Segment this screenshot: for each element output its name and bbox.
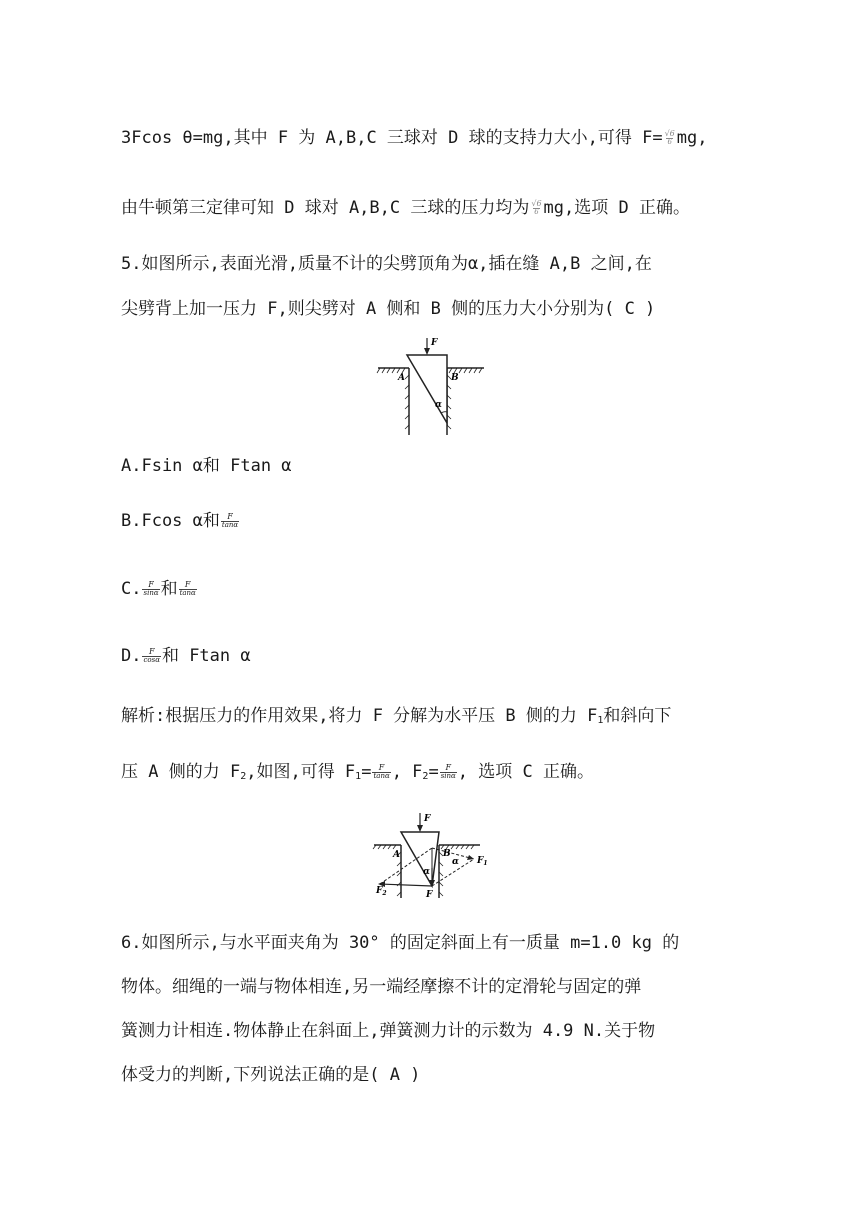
option-a: A.Fsin α和 Ftan α [121,456,292,476]
option-b: B.Fcos α和 $\frac{F}{\tan\alpha}$ [121,511,239,531]
solution-line-1: 3Fcos θ=mg,其中 F 为 A,B,C 三球对 D 球的支持力大小,可得 F= $\frac{√6}{6}$ mg, [121,128,708,148]
fraction-f-over-cosa: $\frac{F}{\cos\alpha}$ [143,647,160,664]
angle-label-alpha-left: α [423,867,430,877]
fraction-f-over-tana: $\frac{F}{\tan\alpha}$ [373,763,390,780]
fraction-f-over-tana: $\frac{F}{\tan\alpha}$ [221,512,239,529]
side-label-a: A [398,373,405,383]
force-label-f: F [431,338,438,348]
option-d: D. $\frac{F}{\cos\alpha}$ 和 Ftan α [121,646,251,666]
force-label-f-bottom: F [426,890,433,900]
force-label-f-top: F [424,814,431,824]
solution-line-2: 由牛顿第三定律可知 D 球对 A,B,C 三球的压力均为 $\frac{√6}{6}$ mg,选项 D 正确。 [121,198,690,218]
question-6-line-1: 6.如图所示,与水平面夹角为 30° 的固定斜面上有一质量 m=1.0 kg 的 [121,933,680,953]
fraction-f-over-sina: $\frac{F}{\sin\alpha}$ [143,580,159,597]
question-6-line-2: 物体。细绳的一端与物体相连,另一端经摩擦不计的定滑轮与固定的弹 [121,977,642,997]
side-label-b: B [443,849,451,859]
option-c: C. $\frac{F}{\sin\alpha}$ 和 $\frac{F}{\tan\alpha}$ [121,579,196,599]
question-6-line-3: 簧测力计相连.物体静止在斜面上,弹簧测力计的示数为 4.9 N.关于物 [121,1021,656,1041]
force-label-f1: $F_1$ [477,856,488,867]
fraction-sqrt6-over-6: $\frac{√6}{6}$ [531,199,542,216]
wedge-figure-1 [376,335,486,437]
question-5-line-1: 5.如图所示,表面光滑,质量不计的尖劈顶角为α,插在缝 A,B 之间,在 [121,254,652,274]
analysis-line-1: 解析:根据压力的作用效果,将力 F 分解为水平压 B 侧的力 $F_1$和斜向下 [121,706,672,726]
force-decomposition-figure-2 [370,808,495,900]
angle-label-alpha: α [435,400,442,410]
analysis-line-2: 压 A 侧的力 $F_2$,如图,可得 $F_1=$ $\frac{F}{\tan\alpha}$ , $F_2=$ $\frac{F}{\sin\alpha}$ , 选项 C 正确。 [121,762,594,782]
angle-label-alpha-right: α [452,857,459,867]
side-label-b: B [451,373,459,383]
force-label-f2: $F_2$ [376,886,387,897]
fraction-sqrt6-over-6: $\frac{√6}{6}$ [664,129,675,146]
side-label-a: A [393,850,400,860]
question-6-line-4: 体受力的判断,下列说法正确的是( A ) [121,1065,421,1085]
fraction-f-over-sina: $\frac{F}{\sin\alpha}$ [440,763,456,780]
fraction-f-over-tana: $\frac{F}{\tan\alpha}$ [179,580,196,597]
question-5-line-2: 尖劈背上加一压力 F,则尖劈对 A 侧和 B 侧的压力大小分别为( C ) [121,299,656,319]
